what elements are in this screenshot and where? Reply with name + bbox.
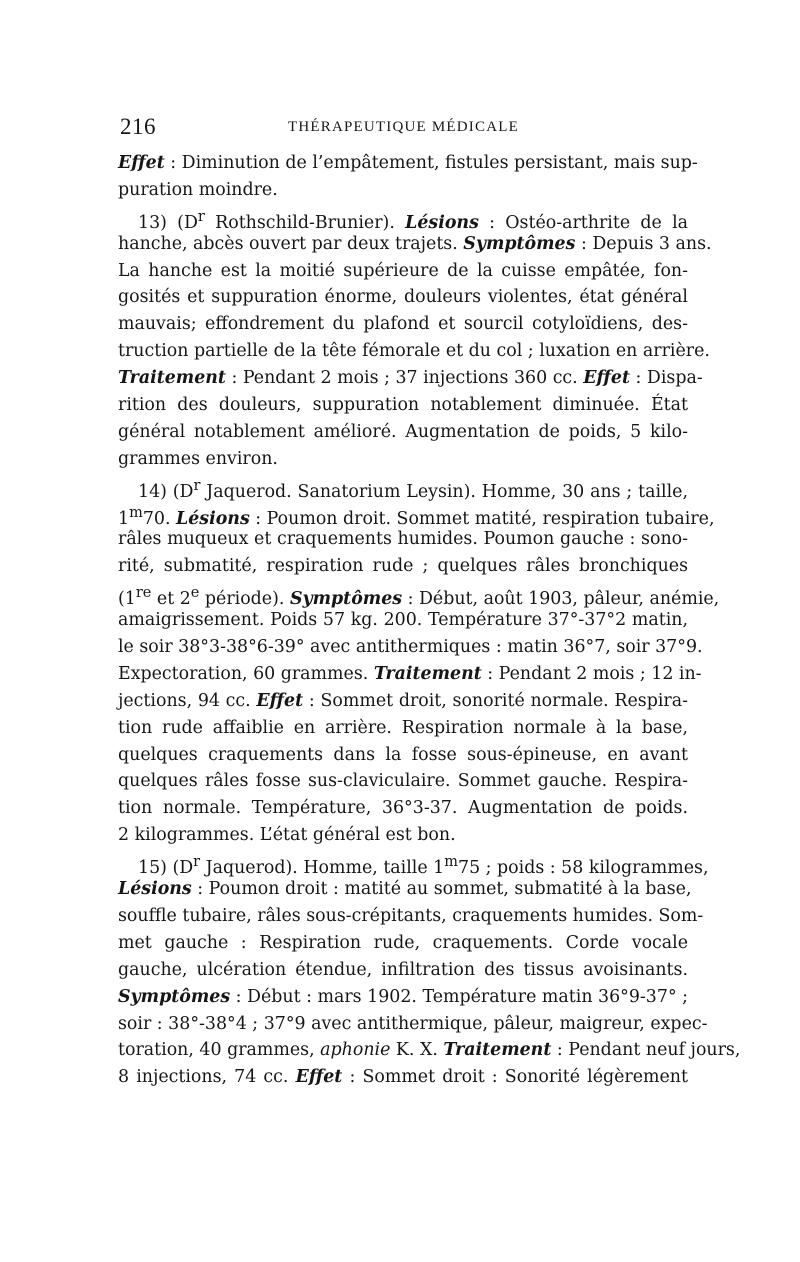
text-line: met gauche : Respiration rude, craquements. Corde vocale <box>118 932 688 953</box>
italic-label: Traitement <box>118 368 226 389</box>
page-number: 216 <box>120 114 156 139</box>
text-line: rition des douleurs, suppuration notablement diminuée. État <box>118 395 688 416</box>
text-line: 2 kilogrammes. L’état général est bon. <box>118 825 456 846</box>
page-header <box>120 114 692 144</box>
italic-label: Lésions <box>118 879 192 900</box>
text-line: Symptômes : Début : mars 1902. Température matin 36°9-37° ; <box>118 986 689 1007</box>
text-line: quelques râles fosse sus-claviculaire. Sommet gauche. Respira- <box>118 771 688 792</box>
text-line: gosités et suppuration énorme, douleurs violentes, état général <box>118 287 688 308</box>
text-line: 13) ($D^r$ Rothschild-Brunier). Lésions : Ostéo-arthrite de la <box>138 208 689 233</box>
italic-label: Symptômes <box>118 986 231 1007</box>
text-line: général notablement amélioré. Augmentation de poids, 5 kilo- <box>118 421 688 442</box>
italic-label: Effet <box>118 153 165 173</box>
italic-label: Traitement <box>443 1040 552 1061</box>
text-line: puration moindre. <box>118 179 278 200</box>
text-line: quelques craquements dans la fosse sous-épineuse, en avant <box>118 744 688 765</box>
italic-word: aphonie <box>320 1040 391 1061</box>
text-line: soir : 38°-38°4 ; 37°9 avec antithermique, pâleur, maigreur, expec- <box>118 1013 708 1034</box>
text-line: jections, 94 cc. Effet : Sommet droit, sonorité normale. Respira- <box>118 690 688 711</box>
text-line: (1re et 2e période). Symptômes : Début, août 1903, pâleur, anémie, <box>118 585 720 610</box>
italic-label: Effet <box>295 1067 343 1088</box>
italic-label: Symptômes <box>289 589 403 610</box>
text-line: tion normale. Température, 36°3-37. Augmentation de poids. <box>118 798 688 819</box>
text-line: 15) ($D^r$ Jaquerod). Homme, taille 1$^m$75 ; poids : 58 kilogrammes, <box>138 854 709 878</box>
text-line: La hanche est la moitié supérieure de la cuisse empâtée, fon- <box>118 260 688 281</box>
text-line: gauche, ulcération étendue, infiltration des tissus avoisinants. <box>118 959 688 980</box>
text-line: Lésions : Poumon droit : matité au sommet, submatité à la base, <box>118 879 692 900</box>
text-line: tion rude affaiblie en arrière. Respiration normale à la base, <box>118 717 688 738</box>
text-line: Traitement : Pendant 2 mois ; 37 injections 360 cc. Effet : Dispa- <box>118 368 703 389</box>
italic-label: Lésions <box>405 212 479 233</box>
italic-label: Traitement <box>373 663 482 684</box>
text-line: Expectoration, 60 grammes. Traitement : Pendant 2 mois ; 12 in- <box>118 663 702 684</box>
text-line: Effet : Diminution de l’empâtement, fistules persistant, mais sup- <box>118 153 698 173</box>
italic-label: Symptômes <box>463 233 576 254</box>
text-line: 8 injections, 74 cc. Effet : Sommet droit : Sonorité légèrement <box>118 1067 688 1088</box>
text-line: souffle tubaire, râles sous-crépitants, craquements humides. Som- <box>118 905 704 926</box>
text-line: 14) ($D^r$ Jaquerod. Sanatorium Leysin). Homme, 30 ans ; taille, <box>138 477 688 502</box>
text-line: amaigrissement. Poids 57 kg. 200. Température 37°-37°2 matin, <box>118 610 688 631</box>
italic-label: Effet <box>256 690 304 711</box>
italic-label: Effet <box>583 368 630 389</box>
text-line: mauvais; effondrement du plafond et sourcil cotyloïdiens, des- <box>118 314 688 335</box>
text-line: 1$^m$70. Lésions : Poumon droit. Sommet matité, respiration tubaire, <box>118 504 715 529</box>
text-line: toration, 40 grammes, aphonie K. X. Traitement : Pendant neuf jours, <box>118 1040 741 1061</box>
italic-label: Lésions <box>176 508 250 529</box>
running-head: THÉRAPEUTIQUE MÉDICALE <box>288 119 519 135</box>
text-line: hanche, abcès ouvert par deux trajets. Symptômes : Depuis 3 ans. <box>118 233 712 254</box>
text-line: grammes environ. <box>118 448 278 469</box>
text-line: le soir 38°3-38°6-39° avec antithermiques : matin 36°7, soir 37°9. <box>118 637 703 658</box>
body-text <box>118 150 741 1091</box>
text-line: râles muqueux et craquements humides. Poumon gauche : sono- <box>118 529 688 550</box>
text-line: rité, submatité, respiration rude ; quelques râles bronchiques <box>118 556 688 577</box>
text-line: truction partielle de la tête fémorale et du col ; luxation en arrière. <box>118 341 710 362</box>
